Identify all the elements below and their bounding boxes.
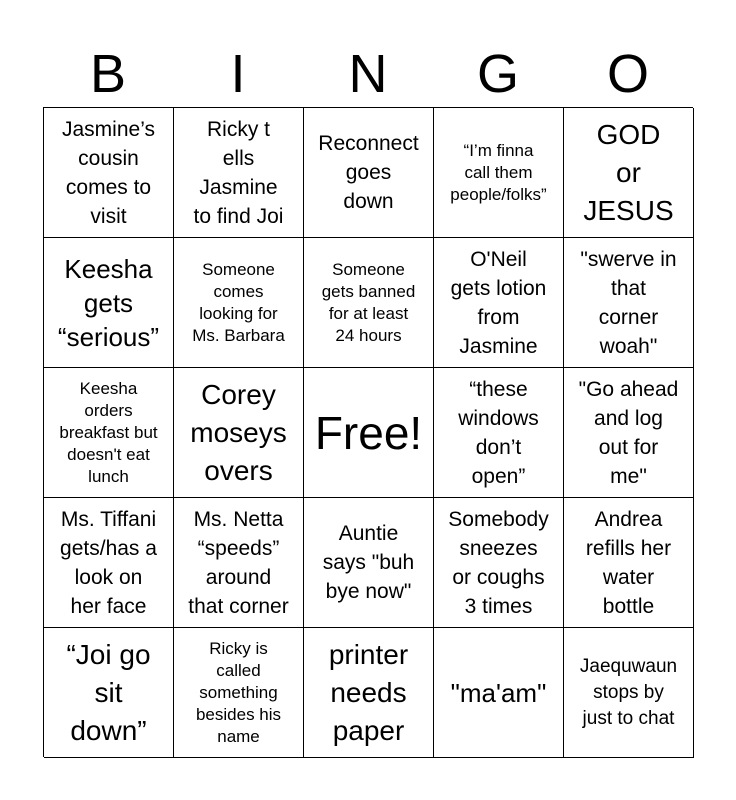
bingo-cell[interactable] — [174, 628, 304, 758]
header-letter-i: I — [230, 44, 246, 104]
cell-text: Ricky t ells Jasmine to find Joi — [193, 117, 284, 228]
cell-text: Keesha orders breakfast but doesn't eat lunch — [59, 378, 158, 486]
cell-text: Reconnect goes down — [318, 132, 419, 213]
cell-text: Keesha gets “serious” — [57, 253, 160, 352]
cell-text: Someone gets banned for at least 24 hours — [321, 259, 416, 345]
cell-text: printer needs paper — [328, 638, 409, 746]
bingo-cell[interactable] — [44, 108, 174, 238]
bingo-cell[interactable] — [564, 498, 694, 628]
bingo-cell[interactable] — [434, 108, 564, 238]
cell-text: "Go ahead and log out for me" — [578, 377, 679, 488]
cell-text: Someone comes looking for Ms. Barbara — [192, 259, 285, 345]
cell-text: O'Neil gets lotion from Jasmine — [450, 247, 547, 358]
header-letter-g: G — [476, 44, 519, 104]
free-space-text: Free! — [314, 406, 423, 459]
cell-text: “I’m finna call them people/folks” — [450, 140, 547, 204]
bingo-cell[interactable] — [44, 238, 174, 368]
bingo-cell[interactable] — [564, 368, 694, 498]
cell-text: GOD or JESUS — [583, 118, 674, 226]
cell-text: "ma'am" — [450, 677, 547, 708]
cell-text: Jaequwaun stops by just to chat — [579, 655, 678, 729]
bingo-cell[interactable] — [174, 238, 304, 368]
bingo-cell[interactable] — [564, 628, 694, 758]
bingo-cell[interactable] — [304, 498, 434, 628]
bingo-board — [43, 107, 693, 757]
bingo-cell[interactable] — [174, 498, 304, 628]
bingo-cell[interactable] — [434, 238, 564, 368]
cell-text: “these windows don’t open” — [458, 377, 539, 488]
bingo-cell[interactable] — [564, 238, 694, 368]
bingo-cell[interactable] — [44, 628, 174, 758]
header-letter-b: B — [89, 44, 127, 104]
bingo-cell[interactable] — [434, 368, 564, 498]
header-letter-n: N — [348, 44, 388, 104]
bingo-cell[interactable] — [44, 498, 174, 628]
bingo-cell[interactable] — [564, 108, 694, 238]
bingo-cell[interactable] — [304, 628, 434, 758]
bingo-cell[interactable] — [44, 368, 174, 498]
cell-text: "swerve in that corner woah" — [580, 247, 677, 358]
bingo-cell[interactable] — [304, 108, 434, 238]
bingo-cell[interactable] — [304, 238, 434, 368]
free-space-cell[interactable] — [304, 368, 434, 498]
cell-text: Somebody sneezes or coughs 3 times — [448, 507, 549, 618]
bingo-cell[interactable] — [434, 498, 564, 628]
bingo-header — [43, 40, 693, 108]
cell-text: Jasmine’s cousin comes to visit — [62, 117, 155, 228]
cell-text: Andrea refills her water bottle — [585, 507, 672, 618]
cell-text: “Joi go sit down” — [66, 638, 151, 746]
cell-text: Auntie says "buh bye now" — [322, 522, 415, 603]
bingo-cell[interactable] — [174, 368, 304, 498]
bingo-cell[interactable] — [174, 108, 304, 238]
cell-text: Ms. Netta “speeds” around that corner — [188, 507, 289, 618]
cell-text: Ricky is called something besides his name — [195, 638, 282, 746]
cell-text: Corey moseys overs — [190, 378, 287, 486]
bingo-cell[interactable] — [434, 628, 564, 758]
cell-text: Ms. Tiffani gets/has a look on her face — [60, 507, 157, 618]
header-letter-o: O — [606, 44, 649, 104]
